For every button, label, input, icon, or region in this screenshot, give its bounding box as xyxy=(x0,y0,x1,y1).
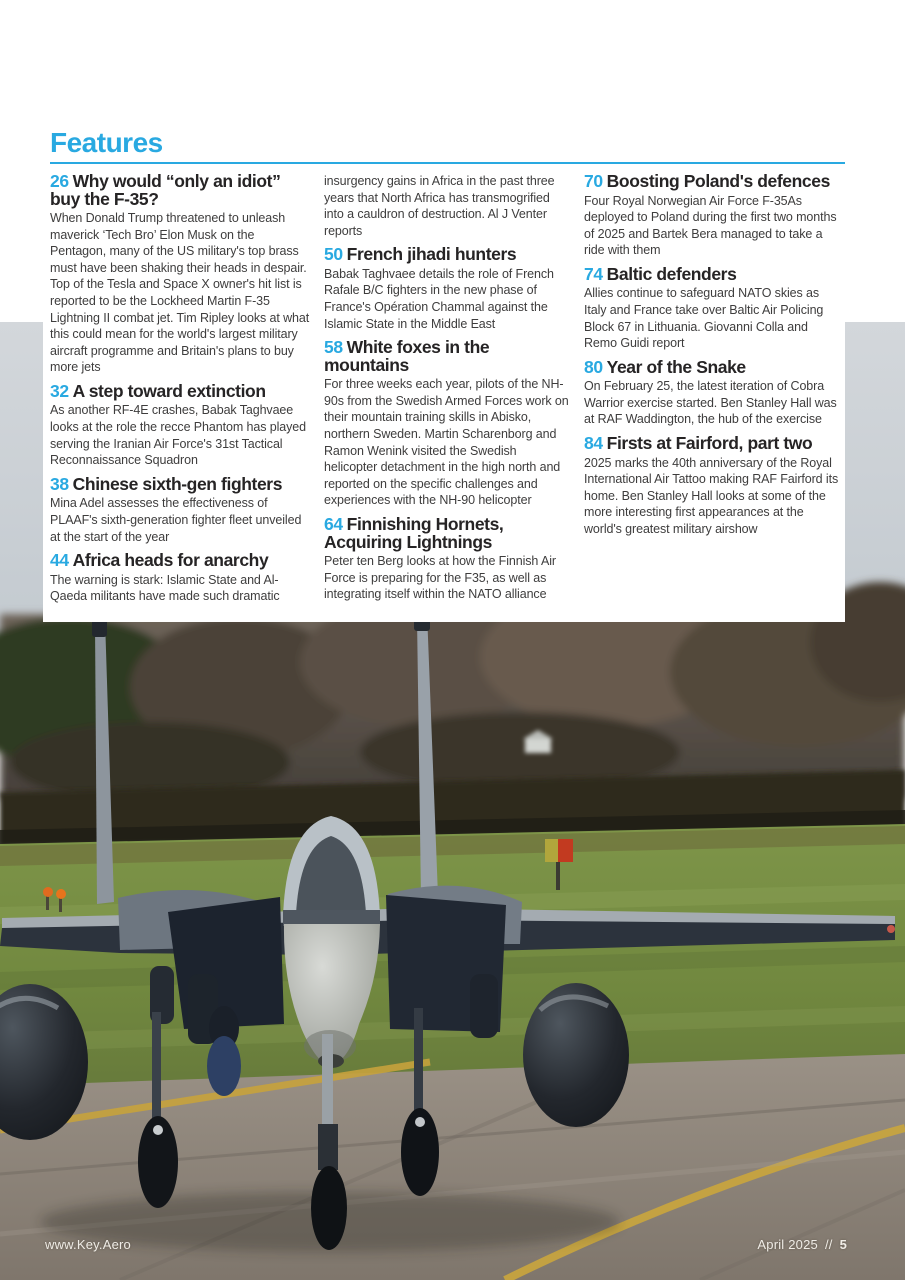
feature-page-number: 38 xyxy=(50,473,69,494)
feature-summary: As another RF-4E crashes, Babak Taghvaee looks at the role the recce Phantom has played serving the Iranian Air Force's 31st Tactical Reconnaissance Squadron xyxy=(50,403,306,468)
footer-page-number: 5 xyxy=(839,1237,847,1252)
feature-entry-64[interactable] xyxy=(324,516,569,603)
feature-entry-74[interactable] xyxy=(584,263,842,352)
feature-entry-32[interactable] xyxy=(50,380,312,469)
feature-title: 50 French jihadi hunters xyxy=(324,244,517,265)
feature-title: 74 Baltic defenders xyxy=(584,263,737,284)
features-panel xyxy=(43,120,845,622)
feature-entry-58[interactable] xyxy=(324,339,569,509)
footer-separator: // xyxy=(824,1237,833,1252)
feature-page-number: 64 xyxy=(324,514,343,534)
feature-page-number: 44 xyxy=(50,550,69,571)
feature-title: 58 White foxes in the mountains xyxy=(324,337,490,375)
feature-title: 64 Finnishing Hornets, Acquiring Lightnings xyxy=(324,514,504,552)
feature-title: 84 Firsts at Fairford, part two xyxy=(584,433,813,454)
feature-column-3 xyxy=(584,173,842,612)
feature-page-number: 70 xyxy=(584,171,603,191)
feature-summary: Babak Taghvaee details the role of French Rafale B/C fighters in the new phase of France's Opération Chammal against the Islamic State in the Middle East xyxy=(324,266,554,331)
feature-entry-44[interactable] xyxy=(50,552,312,605)
wingtip-light xyxy=(887,925,895,933)
feature-summary: Allies continue to safeguard NATO skies as Italy and France take over Baltic Air Policing Block 67 in Lithuania. Giovanni Colla and Remo Guidi report xyxy=(584,286,824,351)
footer-folio xyxy=(757,1237,847,1252)
feature-entry-38[interactable] xyxy=(50,473,312,545)
feature-summary: Four Royal Norwegian Air Force F-35As deployed to Poland during the first two months of 2025 and Bartek Bera managed to take a ride with them xyxy=(584,193,837,258)
feature-summary-continuation: insurgency gains in Africa in the past three years that North Africa has transmogrified into a cauldron of destruction. Al J Venter reports xyxy=(324,174,555,238)
feature-entry-50[interactable] xyxy=(324,246,569,332)
feature-summary: Peter ten Berg looks at how the Finnish Air Force is preparing for the F35, as well as integrating itself within the NATO alliance xyxy=(324,554,556,602)
footer-website-link[interactable]: www.Key.Aero xyxy=(45,1237,131,1252)
feature-title: 26 Why would “only an idiot” buy the F-35? xyxy=(50,171,281,209)
feature-page-number: 74 xyxy=(584,263,603,284)
feature-summary: Mina Adel assesses the effectiveness of PLAAF's sixth-generation fighter fleet unveiled at the start of the year xyxy=(50,496,302,544)
feature-page-number: 80 xyxy=(584,356,603,377)
feature-page-number: 50 xyxy=(324,244,343,265)
feature-summary: The warning is stark: Islamic State and Al-Qaeda militants have made such dramatic xyxy=(50,572,280,604)
feature-entry-44-continuation xyxy=(324,173,569,239)
feature-columns xyxy=(50,173,845,612)
targeting-pod-left xyxy=(207,1036,241,1096)
feature-page-number: 26 xyxy=(50,171,69,191)
section-title: Features xyxy=(50,127,163,158)
feature-entry-26[interactable] xyxy=(50,173,312,376)
feature-title: 32 A step toward extinction xyxy=(50,380,266,401)
feature-summary: On February 25, the latest iteration of Cobra Warrior exercise started. Ben Stanley Hall was at RAF Waddington, the hub of the exercise xyxy=(584,379,837,427)
feature-title: 44 Africa heads for anarchy xyxy=(50,550,269,571)
feature-entry-80[interactable] xyxy=(584,356,842,428)
feature-page-number: 58 xyxy=(324,337,343,358)
feature-summary: For three weeks each year, pilots of the NH-90s from the Swedish Armed Forces work on their mountain training skills in Abisko, northern Sweden. Martin Scharenborg and Ramon Wenink visited the Swedish helicopter detachment in the high north and reported on the specific challenges and experiences with the NH-90 helicopter xyxy=(324,377,569,508)
feature-summary: 2025 marks the 40th anniversary of the Royal International Air Tattoo making RAF Fairford its home. Ben Stanley Hall looks at some of the more interesting first appearances at the world's greatest military airshow xyxy=(584,455,839,536)
section-rule xyxy=(50,162,845,164)
feature-entry-84[interactable] xyxy=(584,435,842,537)
feature-page-number: 84 xyxy=(584,433,603,454)
feature-column-1 xyxy=(50,173,312,612)
fuel-tank-right xyxy=(523,983,629,1127)
feature-entry-70[interactable] xyxy=(584,173,842,259)
feature-summary: When Donald Trump threatened to unleash maverick ‘Tech Bro’ Elon Musk on the Pentagon, many of the US military's top brass must have been shaking their heads in despair. Top of the Tesla and Space X owner's hit list is reported to be the Lockheed Martin F-35 Lightning II combat jet. Tim Ripley looks at what this could mean for the world's largest military aircraft programme and Britain's plans to buy more jets xyxy=(50,211,310,375)
feature-column-2 xyxy=(324,173,569,612)
feature-title: 38 Chinese sixth-gen fighters xyxy=(50,473,283,494)
feature-page-number: 32 xyxy=(50,380,69,401)
feature-title: 70 Boosting Poland's defences xyxy=(584,171,830,191)
footer-issue-date: April 2025 xyxy=(757,1237,818,1252)
feature-title: 80 Year of the Snake xyxy=(584,356,746,377)
